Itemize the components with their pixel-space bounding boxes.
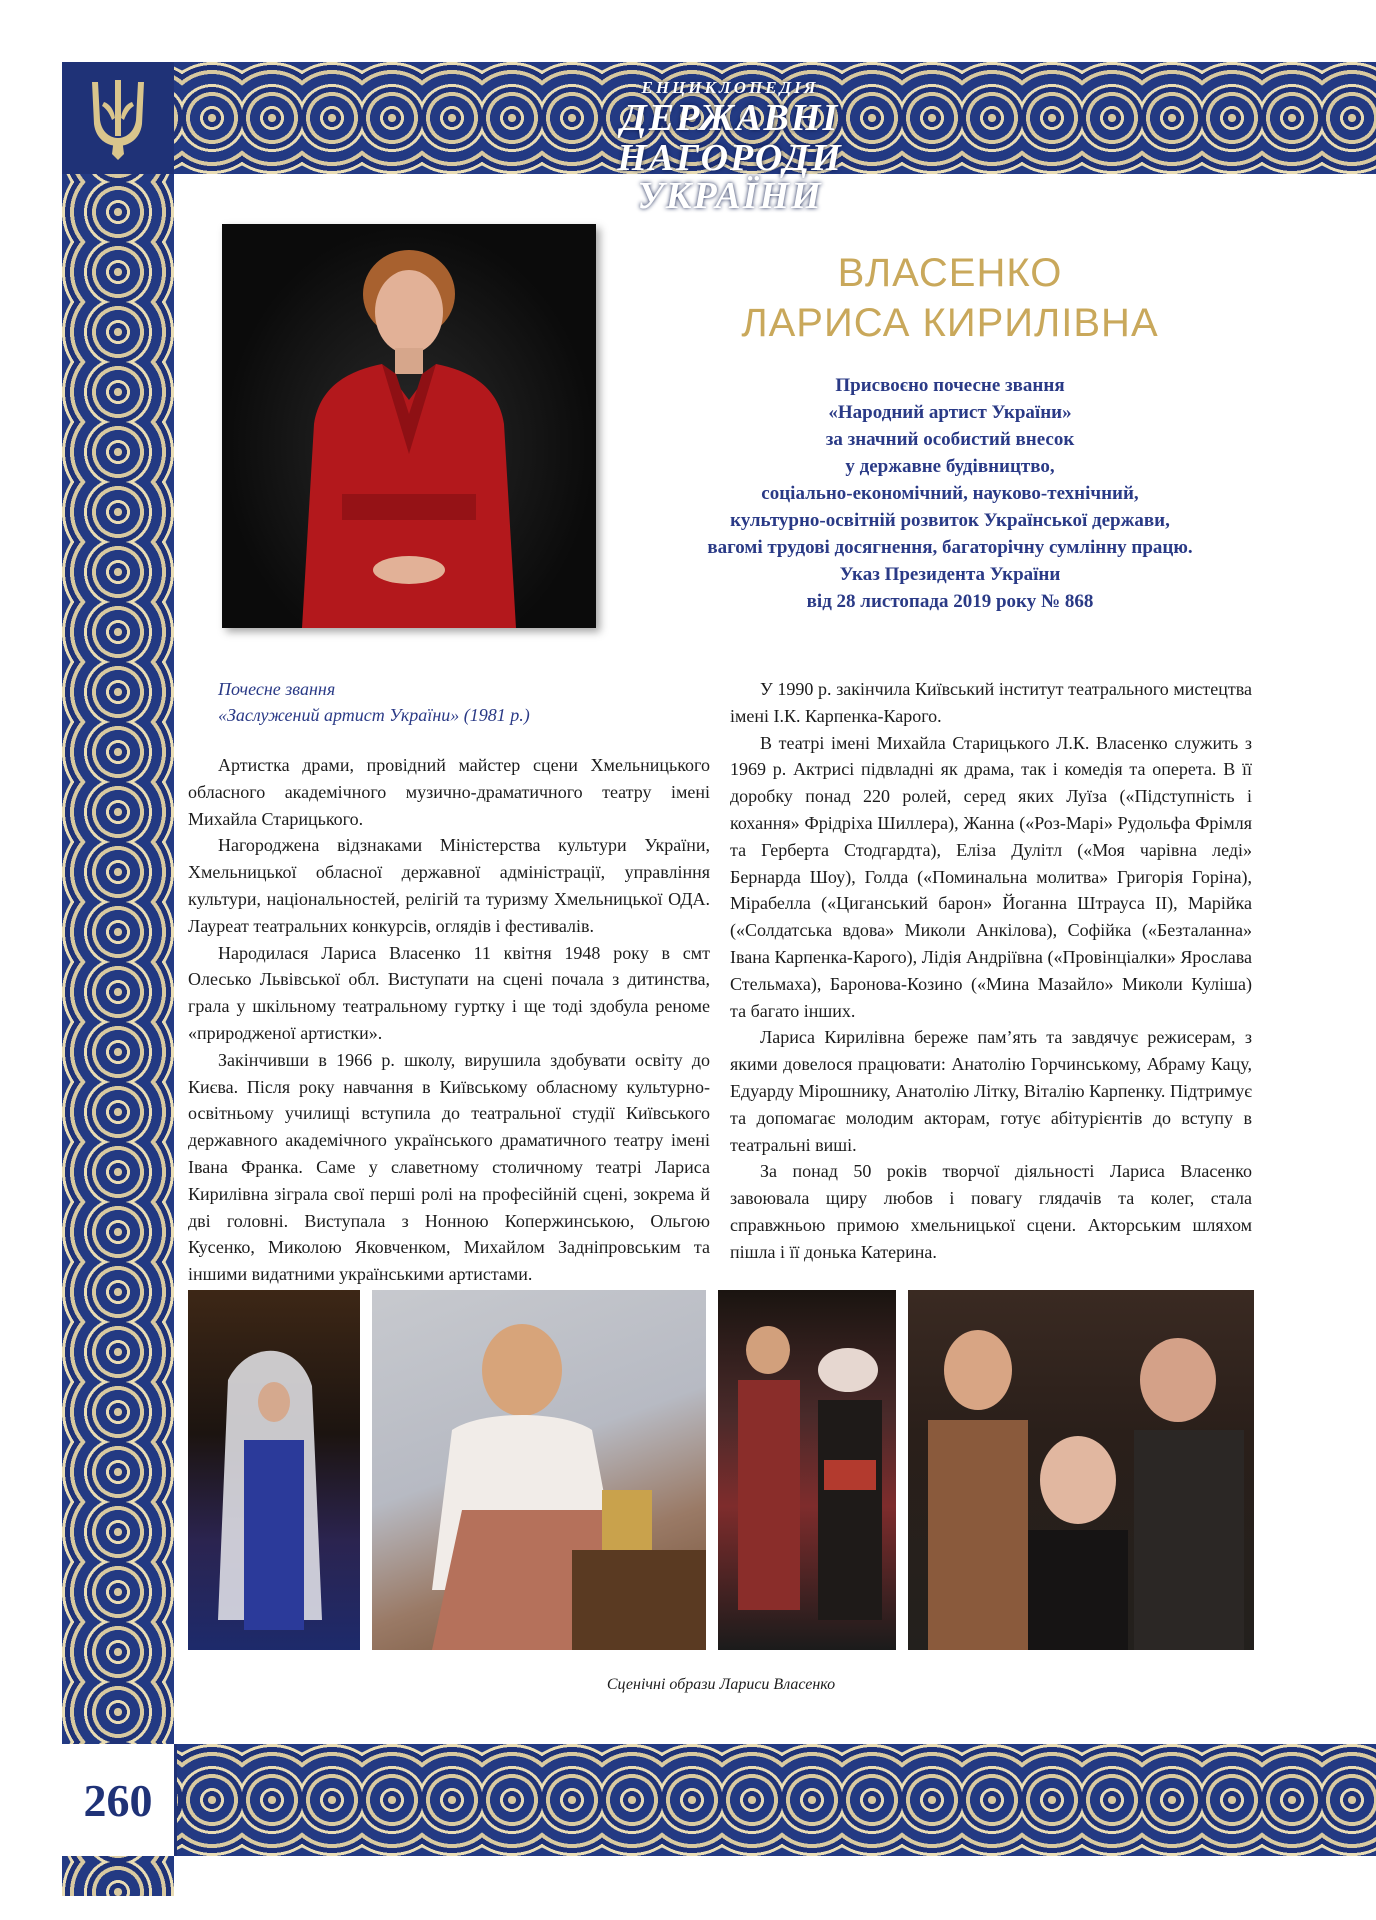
stage-photo-4 — [908, 1290, 1254, 1650]
header-line-1: ЕНЦИКЛОПЕДІЯ — [641, 78, 819, 97]
ornamental-border-bottom — [62, 1744, 1376, 1856]
award-line: культурно-освітній розвиток Української держави, — [730, 510, 1170, 531]
ornamental-border-left — [62, 62, 174, 1896]
award-line: соціально-економічний, науково-технічний, — [761, 483, 1139, 504]
portrait-photo — [222, 224, 596, 628]
photo-caption: Сценічні образи Лариси Власенко — [606, 1676, 836, 1693]
biography-right-column — [730, 676, 1252, 1266]
stage-photo-3 — [718, 1290, 896, 1650]
header-line-2: ДЕРЖАВНІ НАГОРОДИ — [617, 97, 843, 179]
page-number: 260 — [83, 1774, 153, 1826]
emblem-box — [62, 62, 174, 174]
paragraph: Закінчивши в 1966 р. школу, вирушила здобувати освіту до Києва. Після року навчання в Київському обласному культурно-освітньому училищі вступила до театральної студії Київського державного академічного українського драматичного театру імені Івана Франка. Саме у славетному столичному театрі Лариса Кирилівна зіграла свої перші ролі на професійній сцені, зокрема й дві головні. Виступала з Нонною Копержинською, Ольгою Кусенко, Миколою Яковченком, Михайлом Задніпровським та іншими видатними українськими артистами. — [188, 1049, 710, 1285]
stage-photo-1 — [188, 1290, 360, 1650]
honorary-title — [218, 676, 738, 728]
award-line: вагомі трудові досягнення, багаторічну сумлінну працю. — [707, 537, 1193, 558]
portrait-figure — [222, 224, 596, 628]
person-surname: ВЛАСЕНКО — [837, 251, 1063, 295]
honorary-title-line-1: Почесне звання — [218, 679, 336, 699]
paragraph: В театрі імені Михайла Старицького Л.К. Власенко служить з 1969 р. Актрисі підвладні як драма, так і комедія та оперета. В її доробку понад 220 ролей, серед яких Луїза («Підступність і кохання» Фрідріха Шиллера), Жанна («Роз-Марі» Рудольфа Фрімля та Герберта Стодгардта), Еліза Дулітл («Моя чарівна леді» Бернарда Шоу), Голда («Поминальна молитва» Григорія Горіна), Мірабелла («Циганський барон» Йоганна Штрауса ІІ), Марійка («Солдатська вдова» Миколи Анкілова), Софійка («Безталанна» Івана Карпенка-Карого), Лідія Андріївна («Провінціалки» Ярослава Стельмаха), Баронова-Козино («Мина Мазайло» Миколи Куліша) та багато інших. — [730, 732, 1252, 1021]
award-line: Присвоєно почесне звання — [835, 375, 1065, 396]
paragraph: Народилася Лариса Власенко 11 квітня 1948 року в смт Олесько Львівської обл. Виступати на сцені почала з дитинства, грала у шкільному театральному гуртку і ще тоді здобула реноме «природженої артистки». — [188, 942, 710, 1043]
page-number-box — [62, 1744, 177, 1856]
trident-icon — [86, 76, 150, 160]
stage-photo-2 — [372, 1290, 706, 1650]
award-line: від 28 листопада 2019 року № 868 — [806, 591, 1094, 612]
award-line: Указ Президента України — [839, 564, 1061, 585]
paragraph: За понад 50 років творчої діяльності Лариса Власенко завоювала щиру любов і повагу глядачів та колег, стала справжньою примою хмельницької сцени. Акторським шляхом пішла і її донька Катерина. — [730, 1161, 1252, 1262]
header-line-3: УКРАЇНИ — [637, 175, 823, 217]
paragraph: Нагороджена відзнаками Міністерства культури України, Хмельницької обласної державної адміністрації, управління культури, національностей, релігій та туризму Хмельницької ОДА. Лауреат театральних конкурсів, оглядів і фестивалів. — [188, 835, 710, 936]
person-given-names: ЛАРИСА КИРИЛІВНА — [741, 301, 1159, 345]
award-line: за значний особистий внесок — [825, 429, 1075, 450]
award-line: «Народний артист України» — [828, 402, 1072, 423]
award-line: у державне будівництво, — [845, 456, 1055, 477]
paragraph: У 1990 р. закінчила Київський інститут театрального мистецтва імені І.К. Карпенка-Карого. — [730, 679, 1252, 726]
honorary-title-line-2: «Заслужений артист України» (1981 р.) — [218, 705, 530, 725]
award-statement — [600, 372, 1300, 615]
person-name — [660, 248, 1240, 348]
paragraph: Артистка драми, провідний майстер сцени Хмельницького обласного академічного музично-драматичного театру імені Михайла Старицького. — [188, 755, 710, 829]
encyclopedia-header — [520, 78, 940, 217]
paragraph: Лариса Кирилівна береже пам’ять та завдячує режисерам, з якими довелося працювати: Анатолію Горчинському, Абраму Кацу, Едуарду Мірошнику, Анатолію Літку, Віталію Карпенку. Підтримує та допомагає молодим акторам, готує абітурієнтів до вступу в театральні виші. — [730, 1027, 1252, 1155]
biography-left-column — [188, 752, 710, 1288]
